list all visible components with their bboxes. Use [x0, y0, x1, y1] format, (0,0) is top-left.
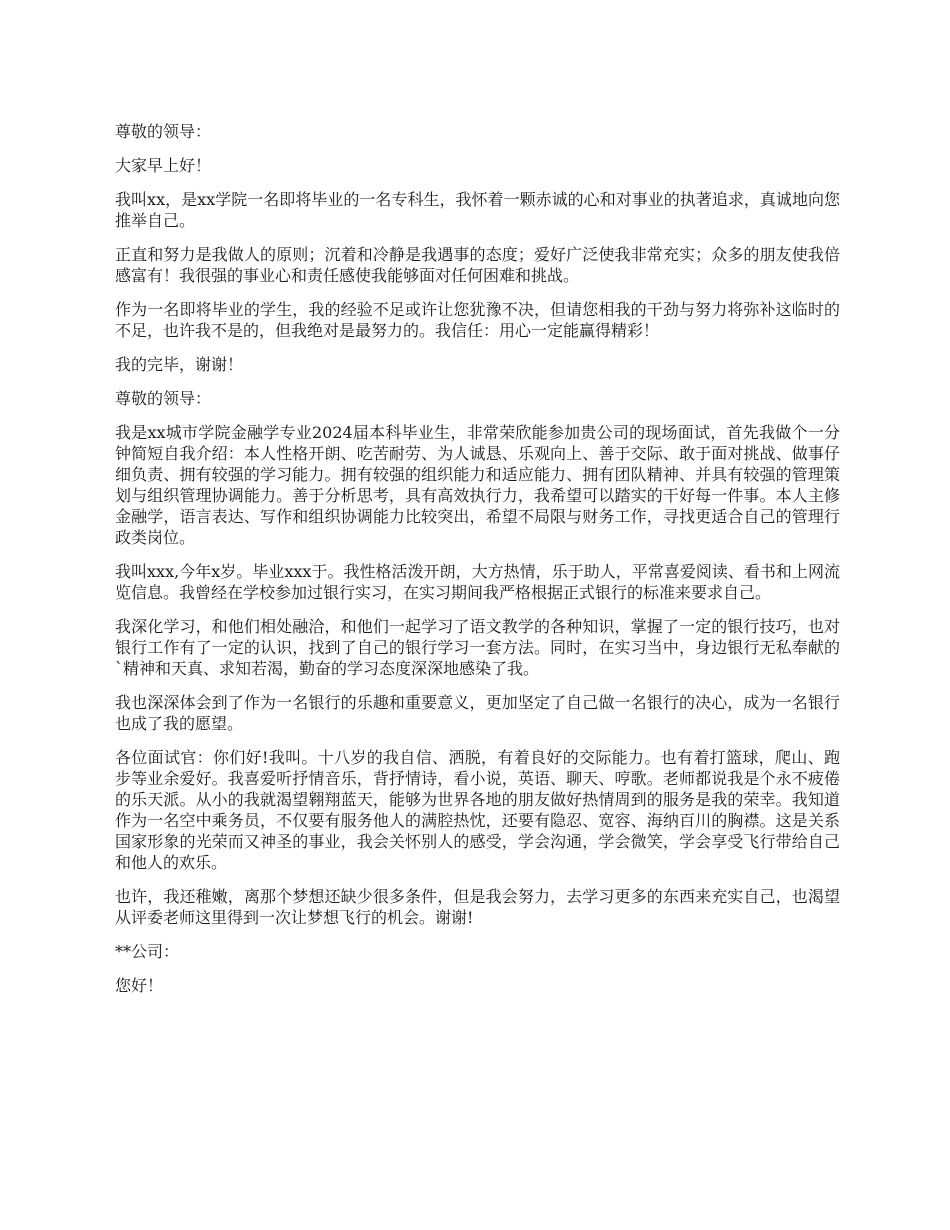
salutation: 尊敬的领导：	[115, 122, 212, 141]
paragraph: 正直和努力是我做人的原则；沉着和冷静是我遇事的态度；爱好广泛使我非常充实；众多的朋友使我倍感富有！我很强的事业心和责任感使我能够面对任何困难和挑战。	[115, 245, 840, 285]
greeting: 大家早上好！	[115, 156, 212, 175]
paragraph: 我也深深体会到了作为一名银行的乐趣和重要意义，更加坚定了自己做一名银行的决心，成为一名银行也成了我的愿望。	[115, 693, 840, 733]
closing: 我的完毕，谢谢！	[115, 355, 244, 374]
document-body	[115, 121, 840, 1009]
greeting: 您好！	[115, 976, 164, 995]
paragraph: 我深化学习，和他们相处融洽，和他们一起学习了语文教学的各种知识，掌握了一定的银行技巧，也对银行工作有了一定的认识，找到了自己的银行学习一套方法。同时，在实习当中，身边银行无私奉献的`精神和天真、求知若渴，勤奋的学习态度深深地感染了我。	[115, 617, 840, 678]
paragraph: 也许，我还稚嫩，离那个梦想还缺少很多条件，但是我会努力，去学习更多的东西来充实自己，也渴望从评委老师这里得到一次让梦想飞行的机会。谢谢!	[115, 887, 840, 927]
paragraph: 我叫xx，是xx学院一名即将毕业的一名专科生，我怀着一颗赤诚的心和对事业的执著追求，真诚地向您推举自己。	[115, 190, 840, 230]
paragraph: 我是xx城市学院金融学专业2024届本科毕业生，非常荣欣能参加贵公司的现场面试，首先我做个一分钟简短自我介绍：本人性格开朗、吃苦耐劳、为人诚恳、乐观向上、善于交际、敢于面对挑战、做事仔细负责、拥有较强的学习能力。拥有较强的组织能力和适应能力、拥有团队精神、并具有较强的管理策划与组织管理协调能力。善于分析思考，具有高效执行力，我希望可以踏实的干好每一件事。本人主修金融学，语言表达、写作和组织协调能力比较突出，希望不局限与财务工作，寻找更适合自己的管理行政类岗位。	[115, 423, 840, 547]
paragraph: 作为一名即将毕业的学生，我的经验不足或许让您犹豫不决，但请您相我的干劲与努力将弥补这临时的不足，也许我不是的，但我绝对是最努力的。我信任：用心一定能赢得精彩！	[115, 300, 840, 340]
paragraph: 各位面试官：你们好!我叫。十八岁的我自信、洒脱，有着良好的交际能力。也有着打篮球，爬山、跑步等业余爱好。我喜爱听抒情音乐，背抒情诗，看小说，英语、聊天、哼歌。老师都说我是个永不疲倦的乐天派。从小的我就渴望翱翔蓝天，能够为世界各地的朋友做好热情周到的服务是我的荣幸。我知道作为一名空中乘务员，不仅要有服务他人的满腔热忱，还要有隐忍、宽容、海纳百川的胸襟。这是关系国家形象的光荣而又神圣的事业，我会关怀别人的感受，学会沟通，学会微笑，学会享受飞行带给自己和他人的欢乐。	[115, 748, 840, 872]
paragraph: 我叫xxx,今年x岁。毕业xxx于。我性格活泼开朗，大方热情，乐于助人，平常喜爱阅读、看书和上网流览信息。我曾经在学校参加过银行实习，在实习期间我严格根据正式银行的标准来要求自己。	[115, 562, 840, 602]
salutation: **公司：	[115, 942, 180, 961]
salutation: 尊敬的领导：	[115, 389, 212, 408]
